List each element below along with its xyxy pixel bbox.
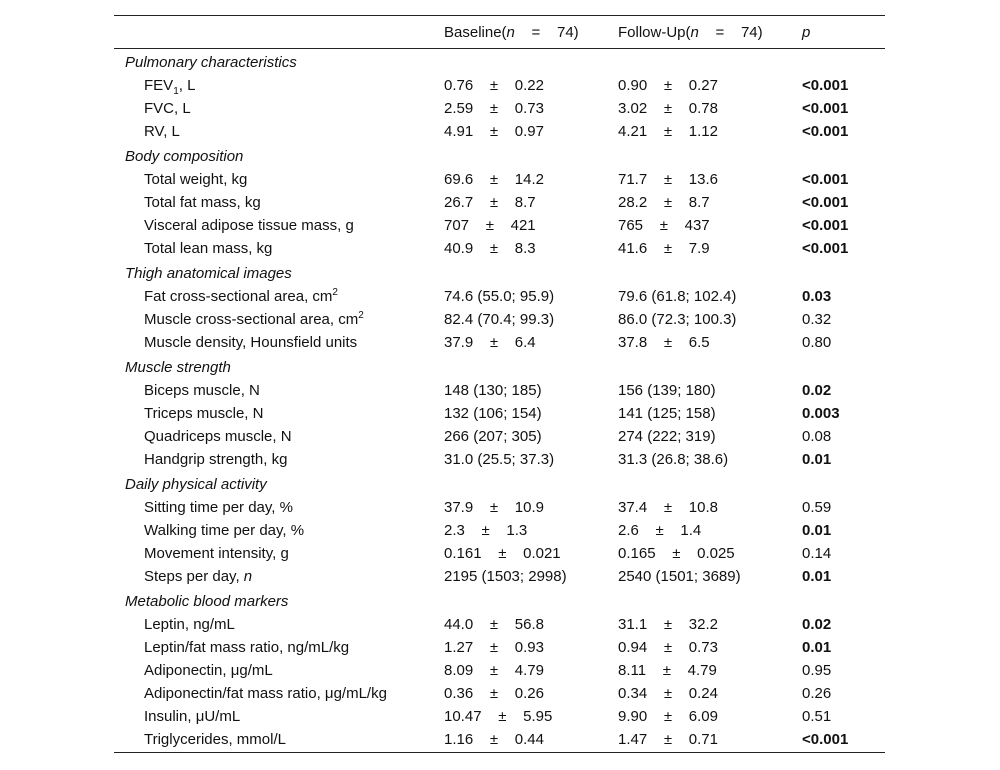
baseline-value: 266 (207; 305) (444, 428, 542, 445)
baseline-value: 82.4 (70.4; 99.3) (444, 311, 555, 328)
p-value: 0.14 (802, 545, 832, 562)
section-title: Muscle strength (125, 359, 231, 376)
followup-value: 86.0 (72.3; 100.3) (618, 311, 737, 328)
followup-value: 8.11 ± 4.79 (618, 662, 717, 679)
p-value: 0.02 (802, 616, 832, 633)
section-title: Daily physical activity (125, 476, 267, 493)
baseline-value: 148 (130; 185) (444, 382, 542, 399)
followup-value: 79.6 (61.8; 102.4) (618, 288, 737, 305)
table-row (114, 168, 885, 191)
row-label: FVC, L (144, 100, 191, 117)
followup-value: 274 (222; 319) (618, 428, 716, 445)
table-row (114, 705, 885, 728)
p-value: <0.001 (802, 77, 849, 94)
followup-value: 1.47 ± 0.71 (618, 731, 718, 748)
baseline-value: 10.47 ± 5.95 (444, 708, 553, 725)
followup-value: 3.02 ± 0.78 (618, 100, 718, 117)
row-label: Fat cross-sectional area, $cm^2$ (144, 287, 338, 305)
followup-value: 31.3 (26.8; 38.6) (618, 451, 729, 468)
section-header (114, 354, 885, 379)
baseline-value: 26.7 ± 8.7 (444, 194, 536, 211)
section-header (114, 471, 885, 496)
baseline-value: 2195 (1503; 2998) (444, 568, 567, 585)
row-label: Muscle cross-sectional area, $cm^2$ (144, 310, 364, 328)
bottom-rule (114, 752, 885, 753)
p-value: 0.01 (802, 639, 832, 656)
table-row (114, 519, 885, 542)
p-value: <0.001 (802, 100, 849, 117)
p-value: 0.51 (802, 708, 832, 725)
header-followup: Follow-Up(n = 74) (618, 24, 763, 41)
p-value: <0.001 (802, 240, 849, 257)
followup-value: 0.34 ± 0.24 (618, 685, 718, 702)
p-value: 0.26 (802, 685, 832, 702)
row-label: Biceps muscle, N (144, 382, 260, 399)
table-row (114, 214, 885, 237)
row-label: Total fat mass, kg (144, 194, 261, 211)
row-label: Quadriceps muscle, N (144, 428, 292, 445)
section-title: Metabolic blood markers (125, 593, 289, 610)
p-value: 0.01 (802, 568, 832, 585)
table-row (114, 542, 885, 565)
followup-value: 2540 (1501; 3689) (618, 568, 741, 585)
followup-value: 71.7 ± 13.6 (618, 171, 718, 188)
row-label: Triceps muscle, N (144, 405, 264, 422)
section-header (114, 588, 885, 613)
baseline-value: 4.91 ± 0.97 (444, 123, 544, 140)
row-label: $FEV_1$, L (144, 77, 196, 97)
row-label: Walking time per day, % (144, 522, 305, 539)
followup-value: 4.21 ± 1.12 (618, 123, 718, 140)
table-row (114, 448, 885, 471)
baseline-value: 0.161 ± 0.021 (444, 545, 561, 562)
followup-value: 2.6 ± 1.4 (618, 522, 702, 539)
table-row (114, 308, 885, 331)
table-row (114, 120, 885, 143)
baseline-value: 2.3 ± 1.3 (444, 522, 528, 539)
baseline-value: 1.16 ± 0.44 (444, 731, 544, 748)
followup-value: 0.94 ± 0.73 (618, 639, 718, 656)
p-value: <0.001 (802, 194, 849, 211)
row-label: Leptin, ng/mL (144, 616, 235, 633)
baseline-value: 2.59 ± 0.73 (444, 100, 544, 117)
table-row (114, 191, 885, 214)
followup-value: 9.90 ± 6.09 (618, 708, 718, 725)
followup-value: 765 ± 437 (618, 217, 710, 234)
row-label: Insulin, μU/mL (144, 708, 241, 725)
baseline-value: 74.6 (55.0; 95.9) (444, 288, 555, 305)
baseline-value: 0.76 ± 0.22 (444, 77, 544, 94)
p-value: 0.95 (802, 662, 832, 679)
section-title: Thigh anatomical images (125, 265, 292, 282)
followup-value: 0.165 ± 0.025 (618, 545, 735, 562)
section-header (114, 260, 885, 285)
p-value: 0.08 (802, 428, 832, 445)
row-label: RV, L (144, 123, 180, 140)
baseline-value: 1.27 ± 0.93 (444, 639, 544, 656)
table-row (114, 728, 885, 751)
followup-value: 37.4 ± 10.8 (618, 499, 718, 516)
row-label: Total weight, kg (144, 171, 248, 188)
baseline-value: 31.0 (25.5; 37.3) (444, 451, 555, 468)
table-row (114, 331, 885, 354)
table-row (114, 636, 885, 659)
section-title: Body composition (125, 148, 244, 165)
p-value: 0.32 (802, 311, 832, 328)
table-row (114, 285, 885, 308)
p-value: 0.01 (802, 451, 832, 468)
row-label: Steps per day, n (144, 568, 253, 585)
header-p: p (802, 24, 811, 41)
table-body (114, 49, 885, 752)
row-label: Movement intensity, g (144, 545, 289, 562)
p-value: <0.001 (802, 217, 849, 234)
section-header (114, 49, 885, 74)
table-row (114, 402, 885, 425)
baseline-value: 40.9 ± 8.3 (444, 240, 536, 257)
table-header (114, 16, 885, 48)
followup-value: 28.2 ± 8.7 (618, 194, 710, 211)
row-label: Adiponectin, μg/mL (144, 662, 273, 679)
table-row (114, 97, 885, 120)
followup-value: 31.1 ± 32.2 (618, 616, 718, 633)
p-value: <0.001 (802, 123, 849, 140)
row-label: Leptin/fat mass ratio, ng/mL/kg (144, 639, 350, 656)
baseline-value: 132 (106; 154) (444, 405, 542, 422)
table-row (114, 565, 885, 588)
followup-value: 156 (139; 180) (618, 382, 716, 399)
row-label: Triglycerides, mmol/L (144, 731, 286, 748)
p-value: <0.001 (802, 731, 849, 748)
row-label: Muscle density, Hounsfield units (144, 334, 358, 351)
header-baseline: Baseline(n = 74) (444, 24, 579, 41)
table-row (114, 379, 885, 402)
table-row (114, 496, 885, 519)
baseline-value: 37.9 ± 10.9 (444, 499, 544, 516)
baseline-value: 44.0 ± 56.8 (444, 616, 544, 633)
row-label: Sitting time per day, % (144, 499, 293, 516)
table-row (114, 659, 885, 682)
baseline-value: 707 ± 421 (444, 217, 536, 234)
baseline-value: 8.09 ± 4.79 (444, 662, 544, 679)
baseline-value: 37.9 ± 6.4 (444, 334, 536, 351)
section-header (114, 143, 885, 168)
row-label: Handgrip strength, kg (144, 451, 288, 468)
table-row (114, 237, 885, 260)
followup-value: 141 (125; 158) (618, 405, 716, 422)
row-label: Total lean mass, kg (144, 240, 273, 257)
table-row (114, 425, 885, 448)
table-row (114, 682, 885, 705)
p-value: 0.80 (802, 334, 832, 351)
p-value: 0.02 (802, 382, 832, 399)
data-table (114, 15, 885, 753)
row-label: Visceral adipose tissue mass, g (144, 217, 354, 234)
p-value: 0.59 (802, 499, 832, 516)
section-title: Pulmonary characteristics (125, 54, 297, 71)
table-row (114, 74, 885, 97)
followup-value: 41.6 ± 7.9 (618, 240, 710, 257)
followup-value: 37.8 ± 6.5 (618, 334, 710, 351)
row-label: Adiponectin/fat mass ratio, μg/mL/kg (144, 685, 387, 702)
baseline-value: 69.6 ± 14.2 (444, 171, 544, 188)
p-value: <0.001 (802, 171, 849, 188)
p-value: 0.03 (802, 288, 832, 305)
followup-value: 0.90 ± 0.27 (618, 77, 718, 94)
p-value: 0.01 (802, 522, 832, 539)
table-row (114, 613, 885, 636)
baseline-value: 0.36 ± 0.26 (444, 685, 544, 702)
p-value: 0.003 (802, 405, 840, 422)
